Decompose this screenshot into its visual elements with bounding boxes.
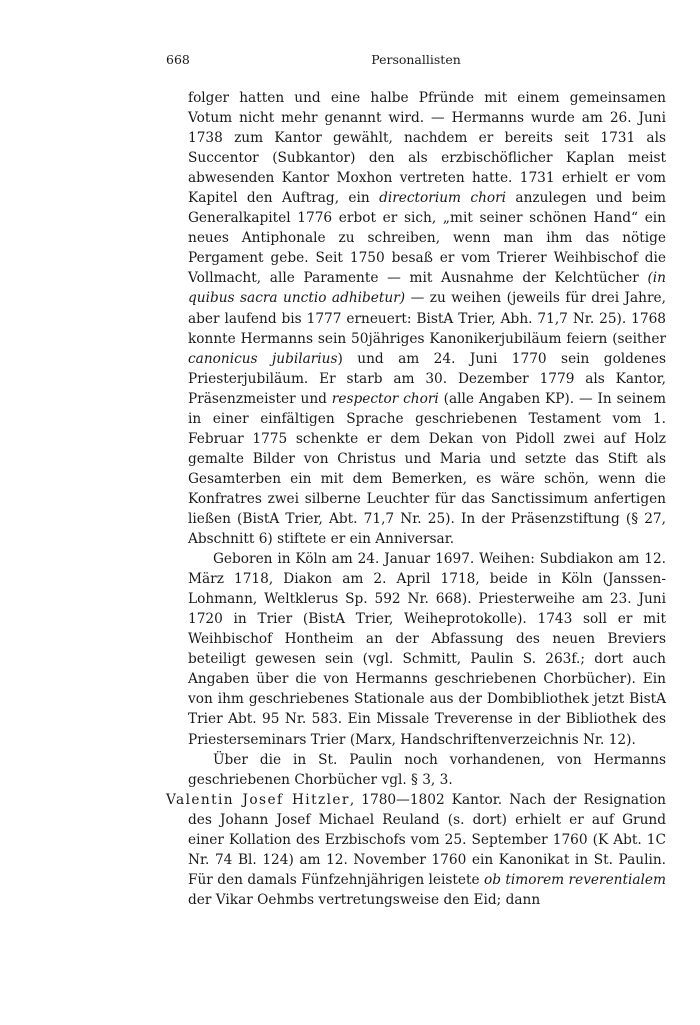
italic-term: ob timorem reverentialem [484, 871, 666, 888]
running-title: Personallisten [371, 52, 461, 67]
text-run: (alle Angaben KP). — In seinem in einer einfältigen Sprache geschriebenen Testament vom 1. Februar 1775 schenkte er dem Dekan von Pidoll zwei auf Holz gemalte Bilder von Christus und Maria und setzte das Stift als Gesamterben ein mit dem Bemerken, es wäre schön, wenn die Konfratres zwei silberne Leuchter für das Sanctissimum anfertigen ließen (BistA Trier, Abt. 71,7 Nr. 25). In der Präsenzstiftung (§ 27, Abschnitt 6) stiftete er ein Anniversar. [188, 390, 666, 548]
paragraph-chorbuecher: Über die in St. Paulin noch vorhandenen, von Hermanns geschriebenen Chorbücher vgl. § 3, 3. [188, 751, 666, 788]
italic-term: canonicus jubilarius [188, 350, 338, 367]
paragraph-biography: Geboren in Köln am 24. Januar 1697. Weihen: Subdiakon am 12. März 1718, Diakon am 2. April 1718, beide in Köln (Janssen-Lohmann, Weltklerus Sp. 592 Nr. 668). Priesterweihe am 23. Juni 1720 in Trier (BistA Trier, Weiheprotokolle). 1743 soll er mit Weihbischof Hontheim an der Abfassung des neuen Breviers beteiligt gewesen sein (vgl. Schmitt, Paulin S. 263f.; dort auch Angaben über die von Hermanns geschriebenen Chorbücher). Ein von ihm geschriebenes Stationale aus der Dombibliothek jetzt BistA Trier Abt. 95 Nr. 583. Ein Missale Treverense in der Bibliothek des Priesterseminars Trier (Marx, Handschriftenverzeichnis Nr. 12). [188, 551, 666, 748]
body-text [166, 88, 666, 910]
text-run: — zu weihen (jeweils für drei Jahre, aber laufend bis 1777 erneuert: BistA Trier, Abh. 71,7 Nr. 25). 1768 konnte Hermanns sein 50jähriges Kanonikerjubiläum feiern (seither [188, 290, 666, 347]
italic-term: (in quibus sacra unctio adhibetur) [188, 270, 666, 307]
text-run: , 1780—1802 Kantor. Nach der Resignation des Johann Josef Michael Reuland (s. dort) erhielt er auf Grund einer Kollation des Erzbischofs vom 25. September 1760 (K Abt. 1C Nr. 74 Bl. 124) am 12. November 1760 ein Kanonikat in St. Paulin. Für den damals Fünfzehnjährigen leistete [188, 791, 667, 888]
person-name: Valentin Josef Hitzler [166, 791, 350, 808]
text-run: ) und am 24. Juni 1770 sein goldenes Priesterjubiläum. Er starb am 30. Dezember 1779 als Kantor, Präsenzmeister und [188, 350, 666, 407]
text-run: folger hatten und eine halbe Pfründe mit einem gemeinsamen Votum nicht mehr genannt wird. — Hermanns wurde am 26. Juni 1738 zum Kantor gewählt, nachdem er bereits seit 1731 als Succentor (Subkantor) den als erzbischöflicher Kaplan meist abwesenden Kantor Moxhon vertreten hatte. 1731 erhielt er vom Kapitel den Auftrag, ein [188, 90, 666, 207]
text-run: der Vikar Oehmbs vertretungsweise den Eid; dann [188, 891, 541, 908]
italic-term: respector chori [331, 390, 439, 407]
text-run: anzulegen und beim Generalkapitel 1776 erbot er sich, „mit seiner schönen Hand“ ein neues Antiphonale zu schreiben, wenn man ihm das nötige Pergament gebe. Seit 1750 besaß er vom Trierer Weihbischof die Vollmacht, alle Paramente — mit Ausnahme der Kelchtücher [188, 190, 666, 287]
paragraph-continuation [166, 88, 666, 549]
page-number: 668 [166, 52, 190, 67]
italic-term: directorium chori [379, 190, 507, 207]
page-header [166, 52, 666, 70]
person-entry [166, 790, 666, 910]
